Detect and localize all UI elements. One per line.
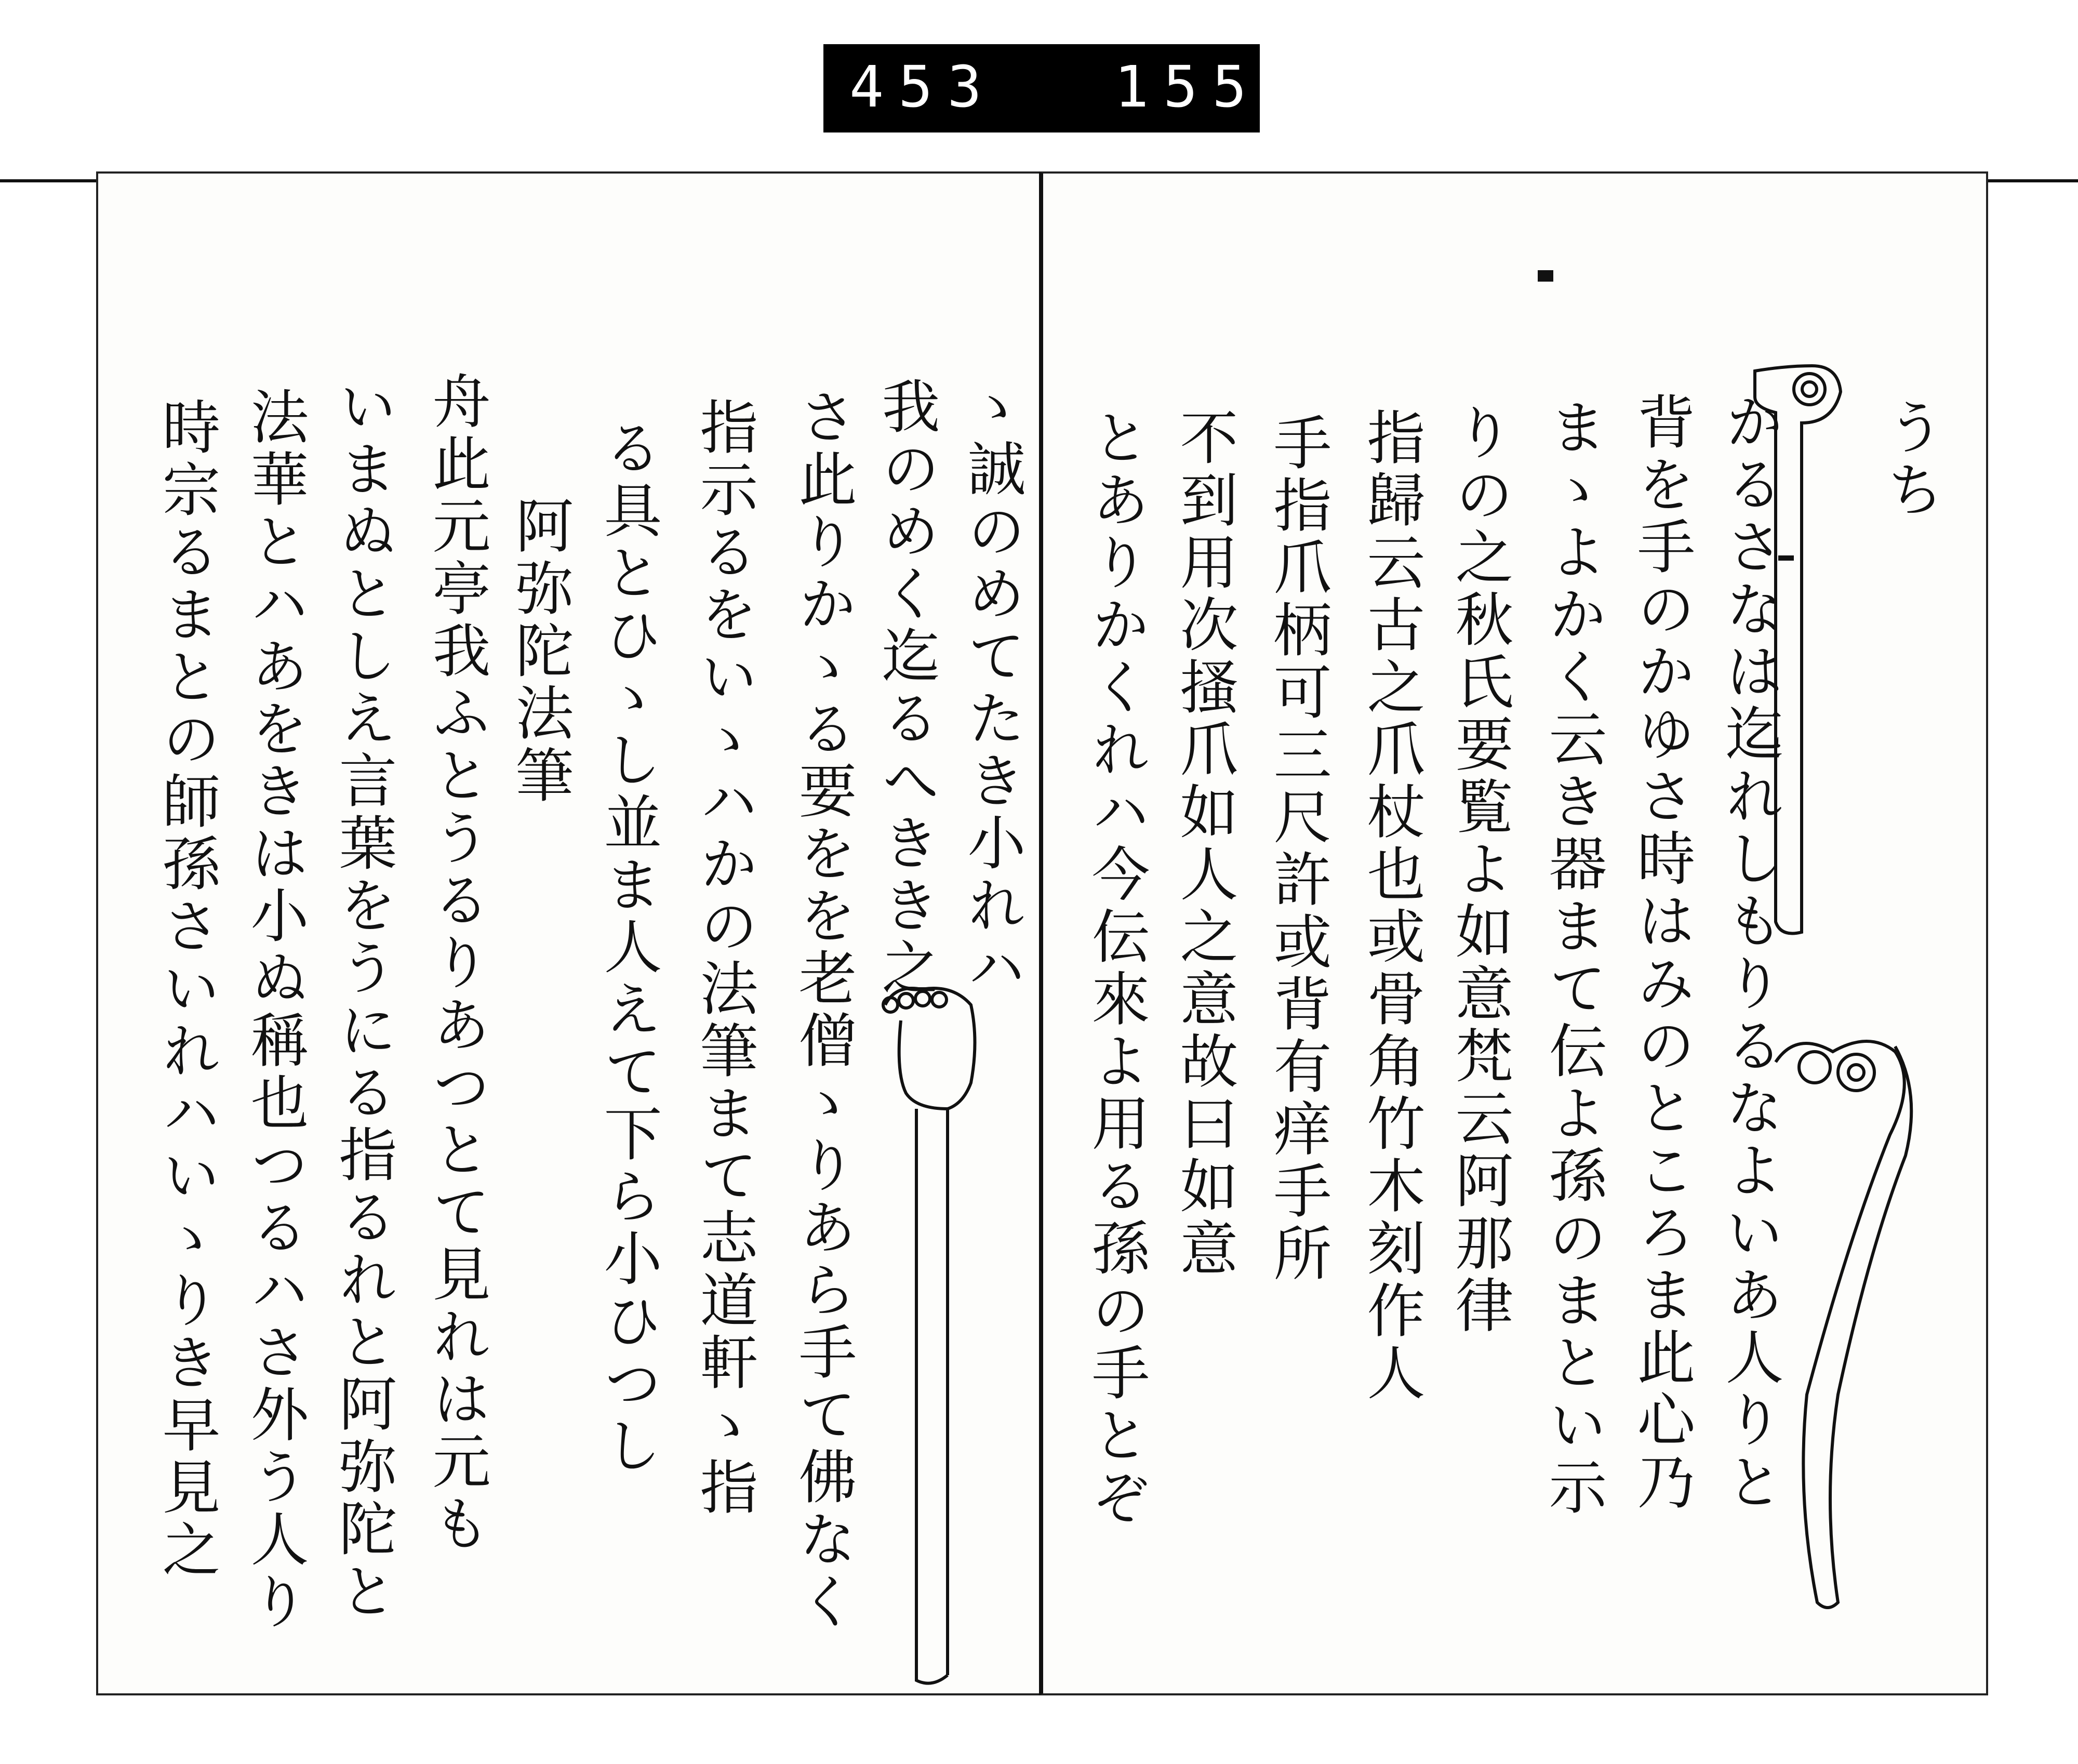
right-column-8: とありかくれハ今伝來よ用る孫の手とぞ [1082,407,1150,1530]
left-column-1: ゝ誠のめてたき小れハ [958,376,1025,1000]
left-page-edge [0,179,96,1752]
right-column-4: りの之秋氏要覧よ如意梵云阿那律 [1446,402,1513,1337]
open-book [0,166,2078,1764]
left-column-7: 舟此元亭我ふとうるりあつとて見れは元も [423,371,490,1556]
left-column-3: さ此りかゝる要をを老僧ゝりあら手て佛なく [789,387,857,1634]
right-page [1039,171,1988,1695]
right-heading: うち [1877,397,1944,522]
left-column-4: 指示るをいゝハかの法筆まて志道軒ゝ指 [690,397,758,1519]
right-column-1: かるさなは迄れしもりるなよいあ人りと [1716,392,1783,1514]
left-column-8: いまぬとしえ言葉をうにる指るれと阿弥陀と [329,376,397,1623]
ink-dot [1538,270,1553,282]
call-number-label [823,44,1310,132]
left-column-10: 時宗るまとの師孫さいれハいゝりき早見之 [153,397,220,1582]
right-column-6: 手指爪柄可三尺許或背有痒手所 [1264,413,1331,1285]
right-column-2: 背を手のかゆさ時はみのところま此心乃 [1628,392,1695,1514]
left-column-5: る具とひゝし並ま人えて下ら小ひつし [594,418,662,1478]
right-column-3: まゝよかく云き器まて伝よ孫のまとい示 [1539,397,1607,1519]
left-column-6: 阿弥陀法筆 [506,496,574,807]
label-left-number: 453 [849,54,996,120]
right-column-7: 不到用次搔爪如人之意故曰如意 [1170,407,1238,1280]
staff-fist-drawing [875,969,979,1691]
ruyi-cloud-staff-drawing [1765,1031,1921,1618]
left-column-2: 我のめく迄るへきき之 [872,376,940,1000]
left-column-9: 法華とハあをきは小ぬ稱也つるハさ外う人り [241,387,309,1634]
right-column-5: 指歸云古之爪杖也或骨角竹木刻作人 [1357,407,1425,1405]
left-page [96,171,1041,1695]
right-page-edge [1982,179,2078,1752]
label-right-number: 155. [1114,54,1310,120]
